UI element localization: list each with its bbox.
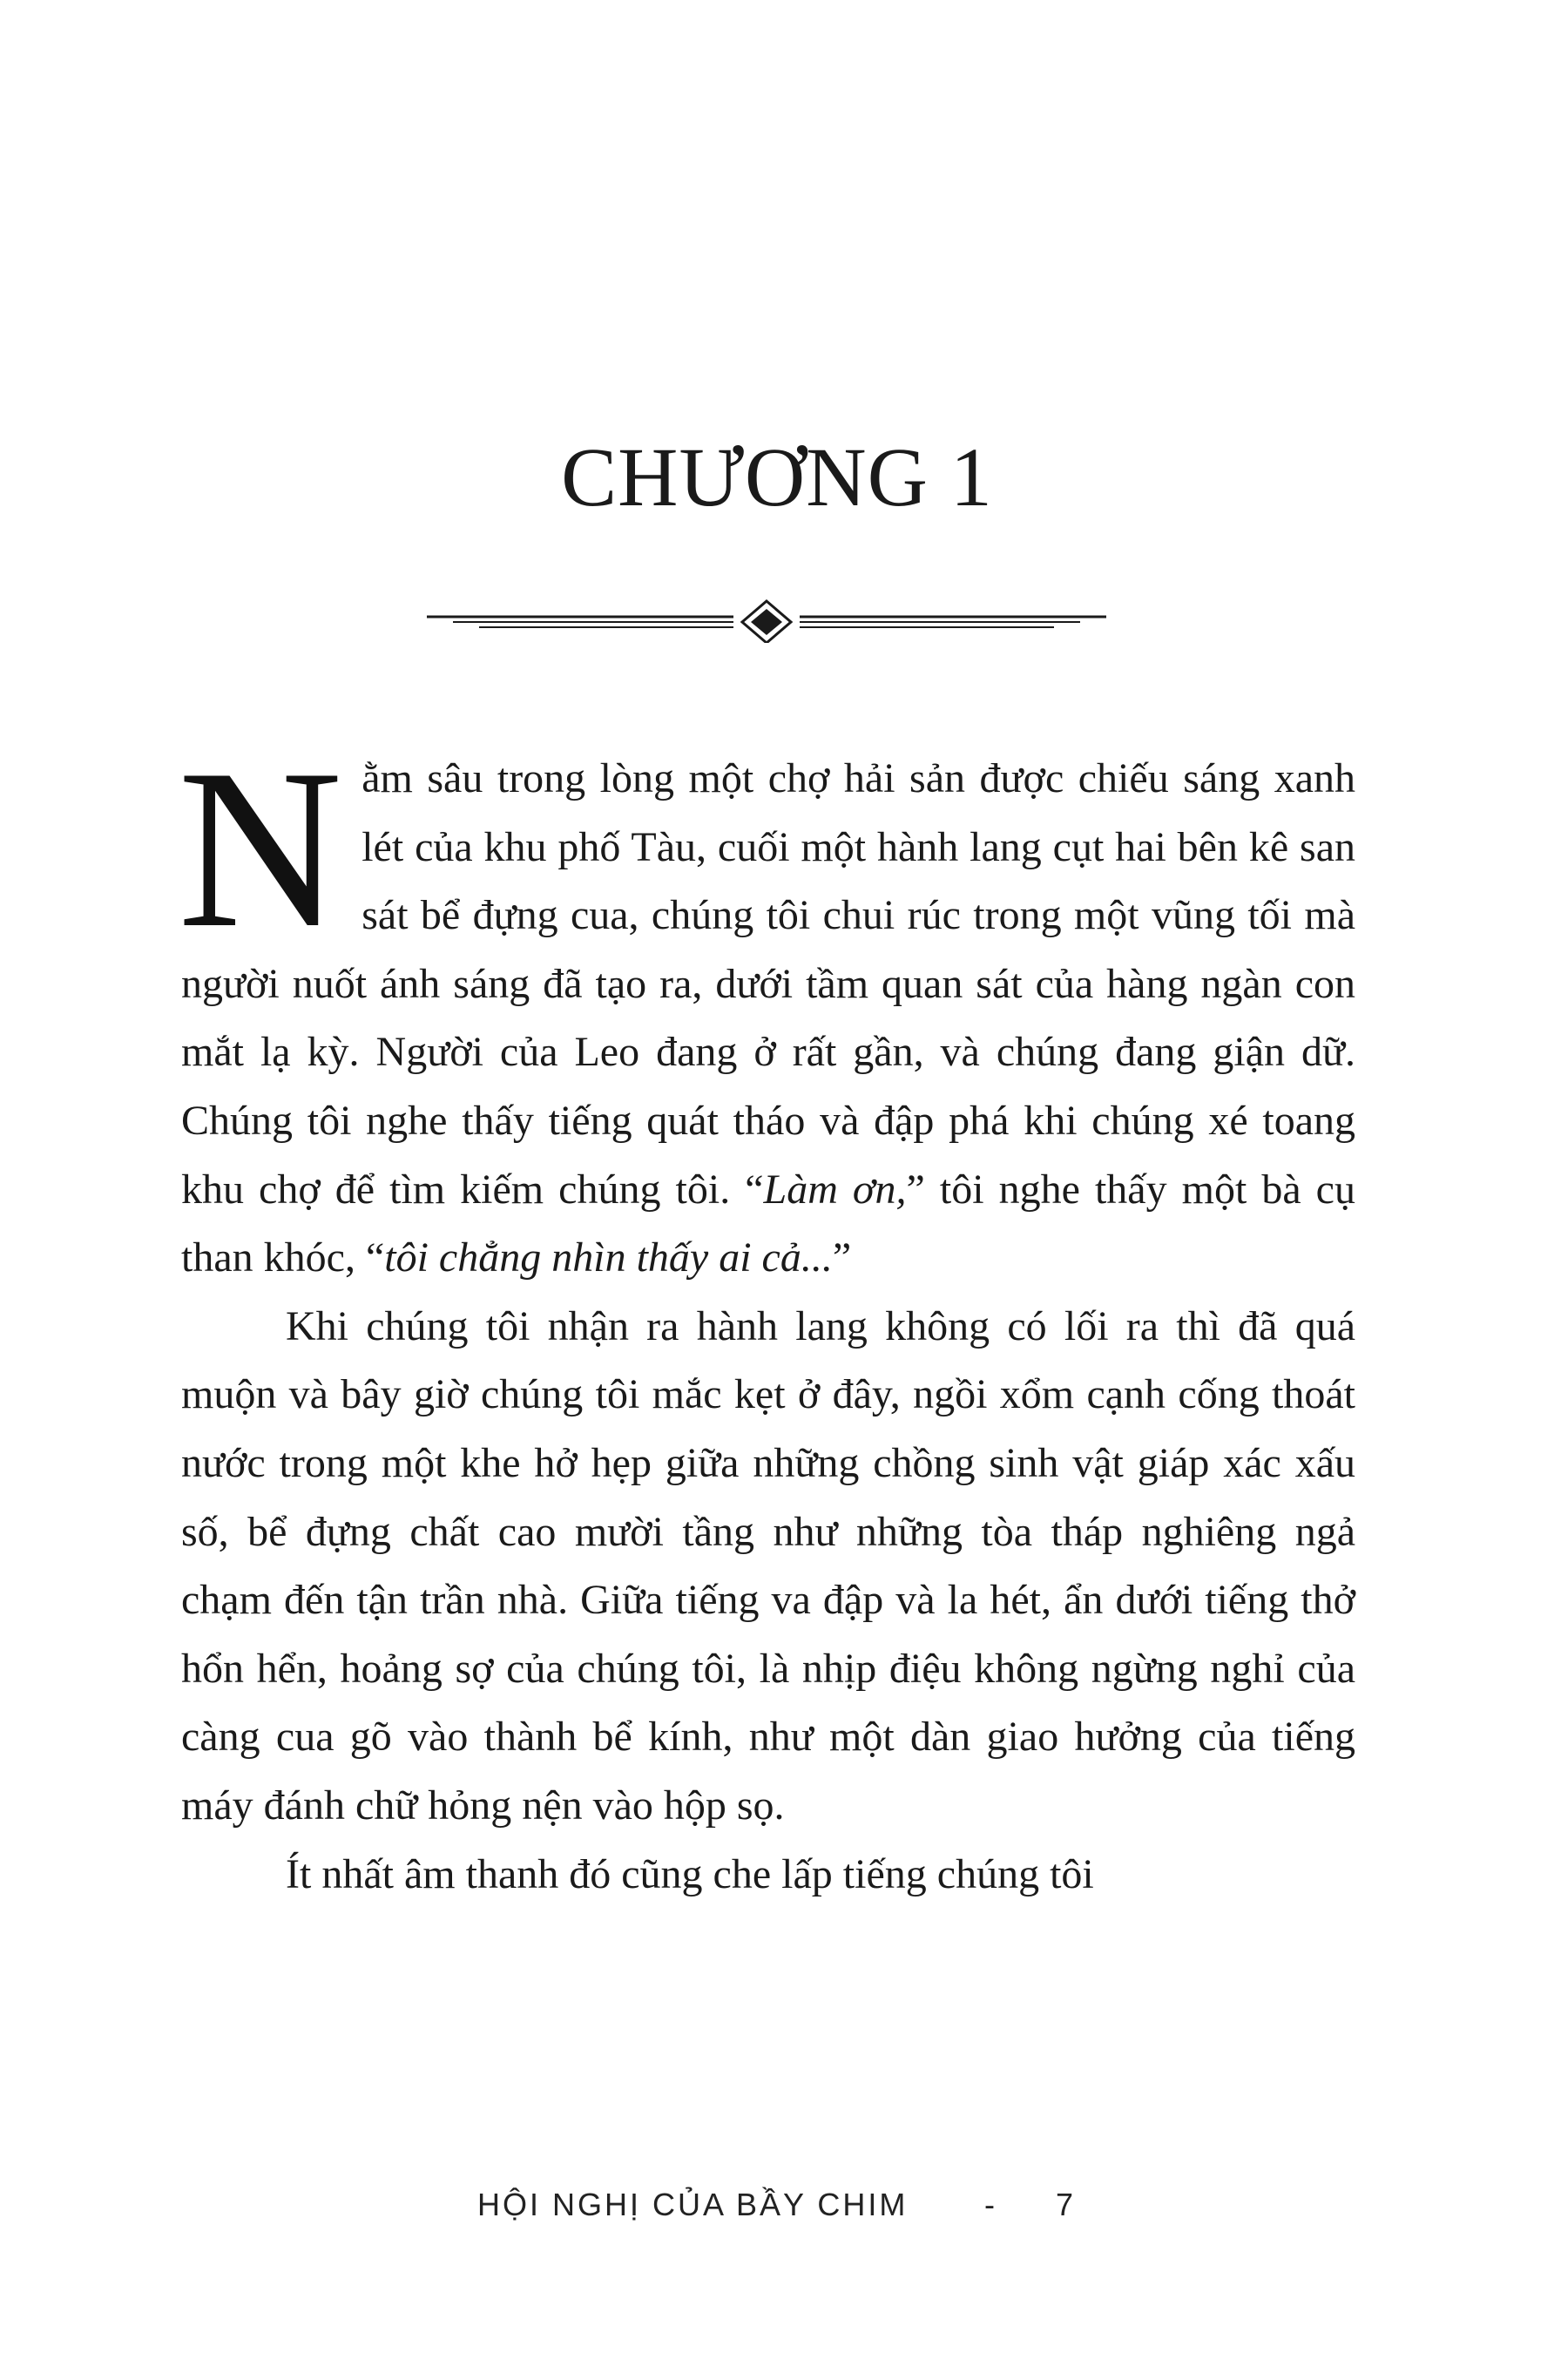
drop-cap: N [178,722,343,975]
chapter-title: CHƯƠNG 1 [561,430,993,524]
paragraph-1-text-end: ” [832,1234,852,1281]
chapter-body [178,722,1355,1909]
footer-separator: - [984,2187,997,2222]
paragraph-1 [178,722,1355,1293]
italic-quote-1: Làm ơn, [763,1166,907,1213]
diamond-divider-icon [427,599,1106,643]
paragraph-3: Ít nhất âm thanh đó cũng che lấp tiếng chúng tôi [286,1850,1094,1897]
running-title: HỘI NGHỊ CỦA BẦY CHIM [477,2187,909,2222]
paragraph-2: Khi chúng tôi nhận ra hành lang không có lối ra thì đã quá muộn và bây giờ chúng tôi mắc kẹt ở đây, ngồi xổm cạnh cống thoát nước trong một khe hở hẹp giữa những chồng sinh vật giáp xác xấu số, bể đựng chất cao mười tầng như những tòa tháp nghiêng ngả chạm đến tận trần nhà. Giữa tiếng va đập và la hét, ẩn dưới tiếng thở hổn hển, hoảng sợ của chúng tôi, là nhịp điệu không ngừng nghỉ của càng cua gõ vào thành bể kính, như một dàn giao hưởng của tiếng máy đánh chữ hỏng nện vào hộp sọ. [181,1302,1355,1829]
page-number: 7 [1056,2187,1077,2222]
paragraph-1-text: ằm sâu trong lòng một chợ hải sản được chiếu sáng xanh lét của khu phố Tàu, cuối một hành lang cụt hai bên kê san sát bể đựng cua, chúng tôi chui rúc trong một vũng tối mà người nuốt ánh sáng đã tạo ra, dưới tầm quan sát của hàng ngàn con mắt lạ kỳ. Người của Leo đang ở rất gần, và chúng đang giận dữ. Chúng tôi nghe thấy tiếng quát tháo và đập phá khi chúng xé toang khu chợ để tìm kiếm chúng tôi. “ [181,755,1355,1213]
paragraph-1-text-middle: ” tôi nghe thấy một bà cụ than khóc, “ [181,1166,1355,1281]
italic-quote-2: tôi chẳng nhìn thấy ai cả... [384,1234,833,1281]
